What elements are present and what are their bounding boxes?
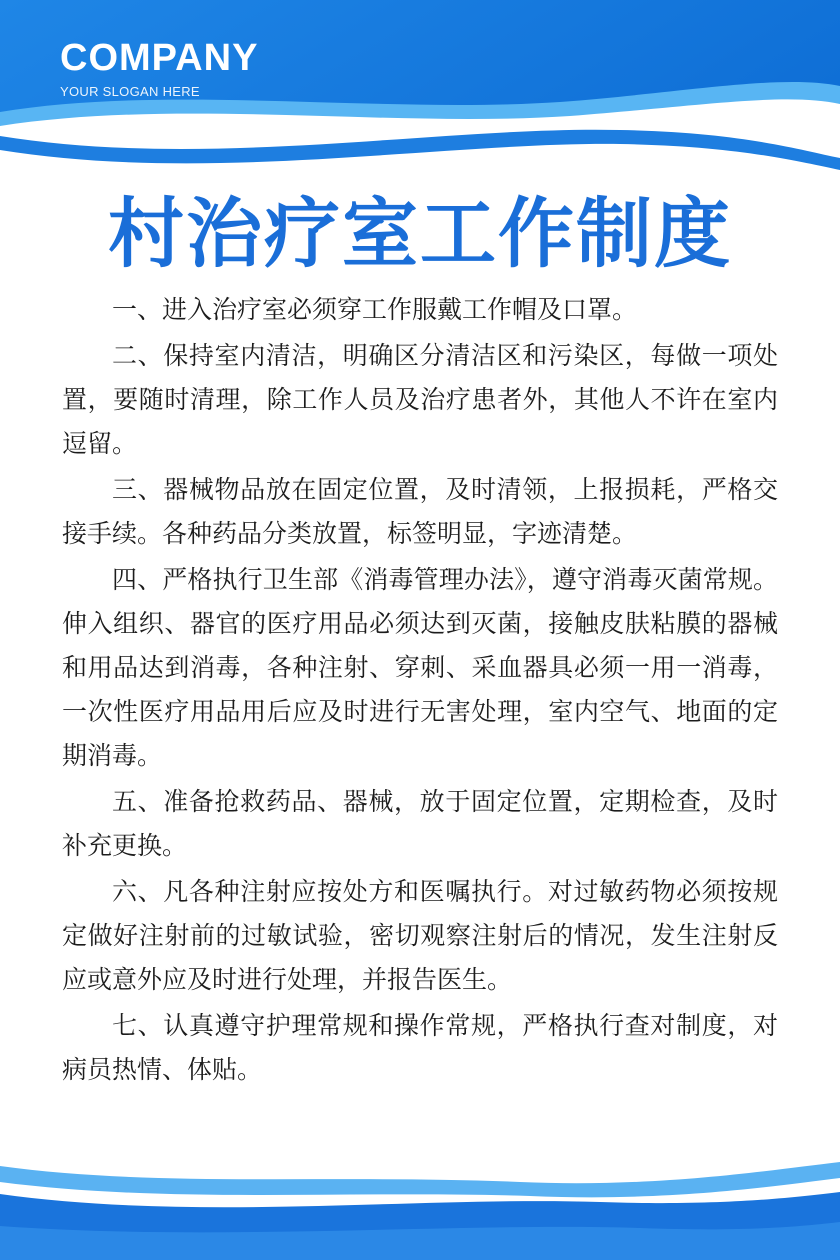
company-slogan: YOUR SLOGAN HERE [60, 84, 200, 99]
rule-item: 六、凡各种注射应按处方和医嘱执行。对过敏药物必须按规定做好注射前的过敏试验，密切观察注射后的情况，发生注射反应或意外应及时进行处理，并报告医生。 [62, 877, 778, 994]
rules-list [62, 288, 778, 1092]
header-wave-background [0, 0, 840, 200]
page-title: 村治疗室工作制度 [108, 189, 732, 278]
rule-item: 三、器械物品放在固定位置，及时清领，上报损耗，严格交接手续。各种药品分类放置，标签明显，字迹清楚。 [62, 475, 778, 548]
company-name: COMPANY [60, 37, 259, 79]
rule-item: 二、保持室内清洁，明确区分清洁区和污染区，每做一项处置，要随时清理，除工作人员及治疗患者外，其他人不许在室内逗留。 [62, 341, 778, 458]
rule-item: 四、严格执行卫生部《消毒管理办法》，遵守消毒灭菌常规。伸入组织、器官的医疗用品必须达到灭菌，接触皮肤粘膜的器械和用品达到消毒，各种注射、穿刺、采血器具必须一用一消毒，一次性医疗用品用后应及时进行无害处理，室内空气、地面的定期消毒。 [62, 565, 778, 770]
rule-item: 五、准备抢救药品、器械，放于固定位置，定期检查，及时补充更换。 [62, 787, 778, 860]
rule-item: 七、认真遵守护理常规和操作常规，严格执行查对制度，对病员热情、体贴。 [62, 1011, 778, 1084]
rule-item: 一、进入治疗室必须穿工作服戴工作帽及口罩。 [112, 295, 638, 324]
company-logo [60, 36, 258, 99]
footer-wave-background [0, 1130, 840, 1260]
